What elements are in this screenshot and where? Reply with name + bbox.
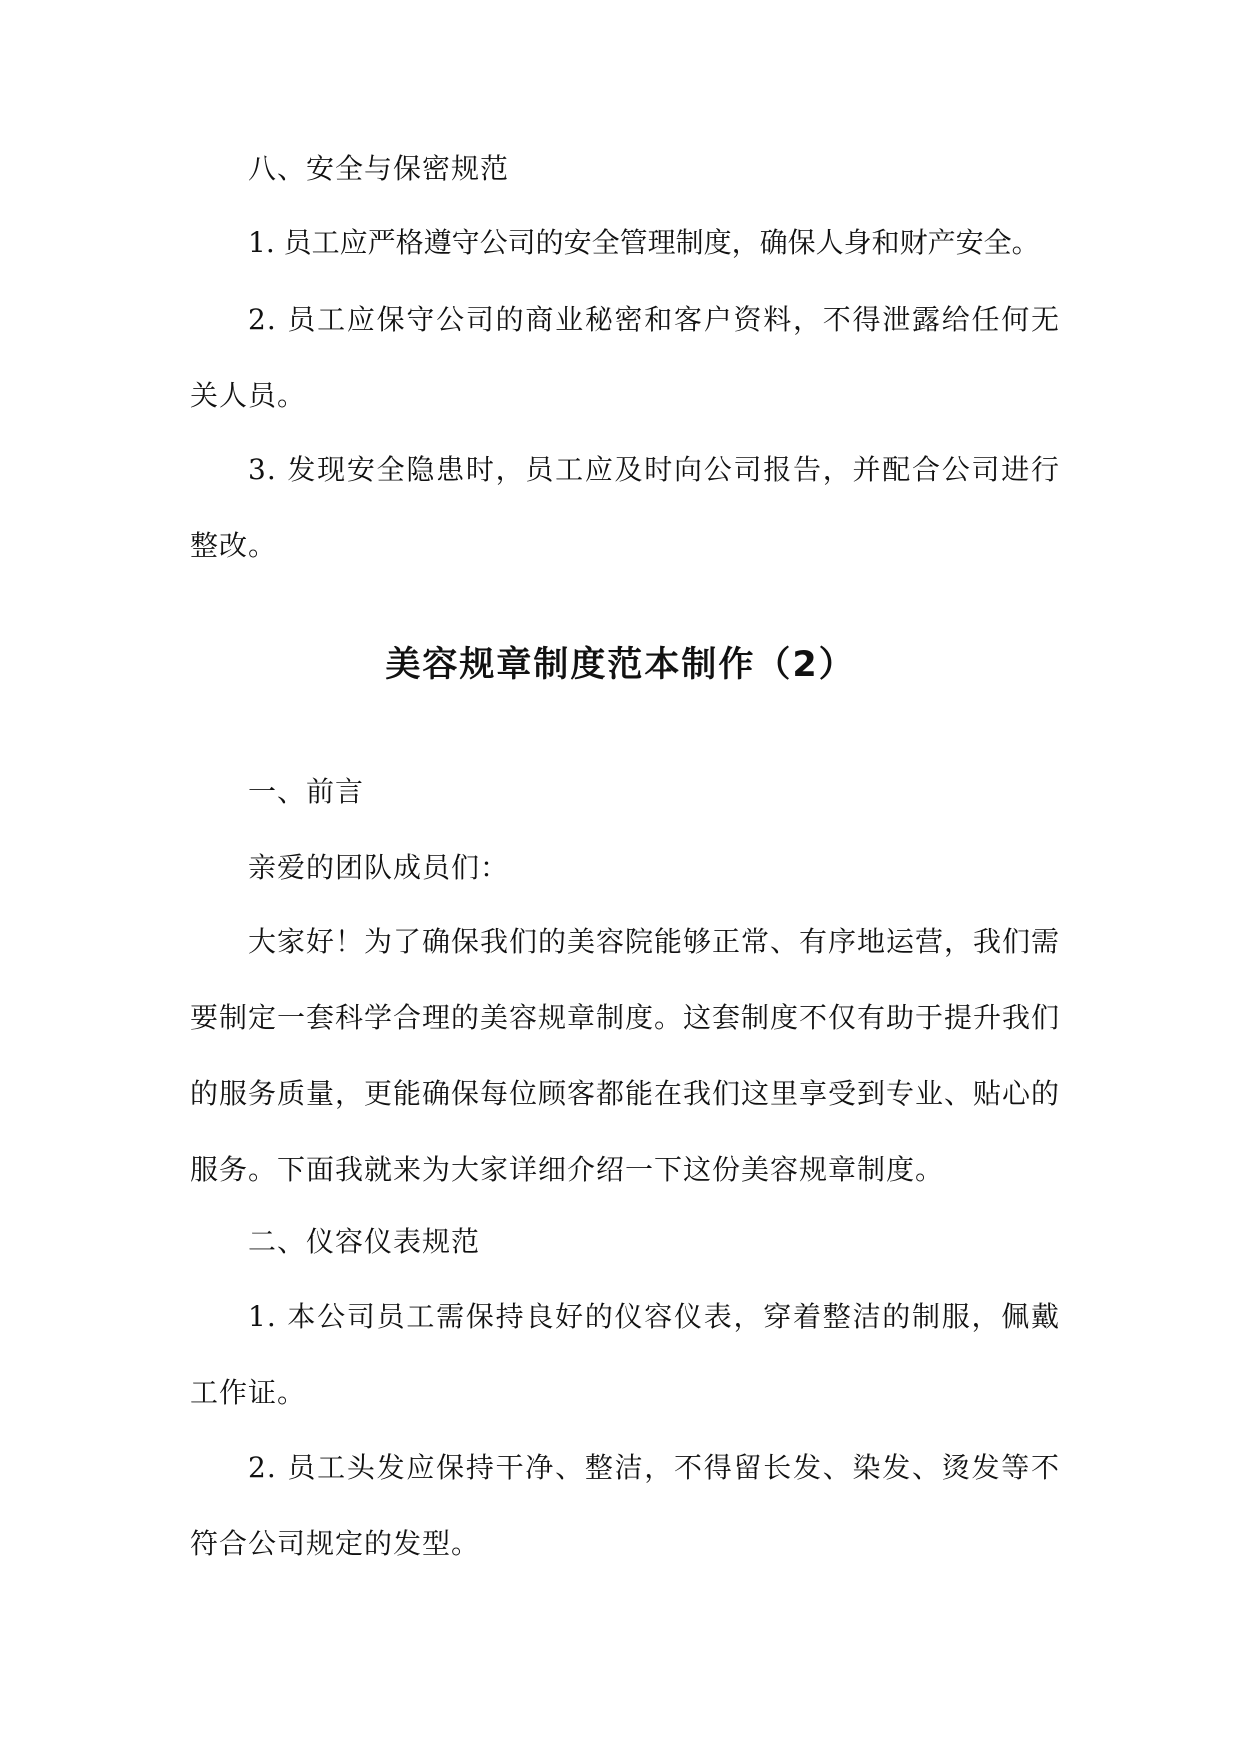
section-1-heading: 一、前言 — [248, 775, 365, 808]
section-2-item-1: 1. 本公司员工需保持良好的仪容仪表，穿着整洁的制服，佩戴工作证。 — [190, 1300, 1060, 1409]
section-8-item-3: 3. 发现安全隐患时，员工应及时向公司报告，并配合公司进行整改。 — [190, 453, 1060, 562]
section-8-heading: 八、安全与保密规范 — [248, 152, 510, 185]
document-title: 美容规章制度范本制作（2） — [385, 645, 856, 685]
section-1-body: 大家好！为了确保我们的美容院能够正常、有序地运营，我们需要制定一套科学合理的美容规章制度。这套制度不仅有助于提升我们的服务质量，更能确保每位顾客都能在我们这里享受到专业、贴心的服务。下面我就来为大家详细介绍一下这份美容规章制度。 — [190, 925, 1061, 1186]
section-1-greeting: 亲爱的团队成员们： — [248, 851, 510, 884]
section-2-item-2: 2. 员工头发应保持干净、整洁，不得留长发、染发、烫发等不符合公司规定的发型。 — [190, 1451, 1060, 1560]
section-2-heading: 二、仪容仪表规范 — [248, 1225, 481, 1258]
section-8-item-1: 1. 员工应严格遵守公司的安全管理制度，确保人身和财产安全。 — [248, 226, 1040, 259]
section-8-item-2: 2. 员工应保守公司的商业秘密和客户资料，不得泄露给任何无关人员。 — [190, 303, 1060, 412]
